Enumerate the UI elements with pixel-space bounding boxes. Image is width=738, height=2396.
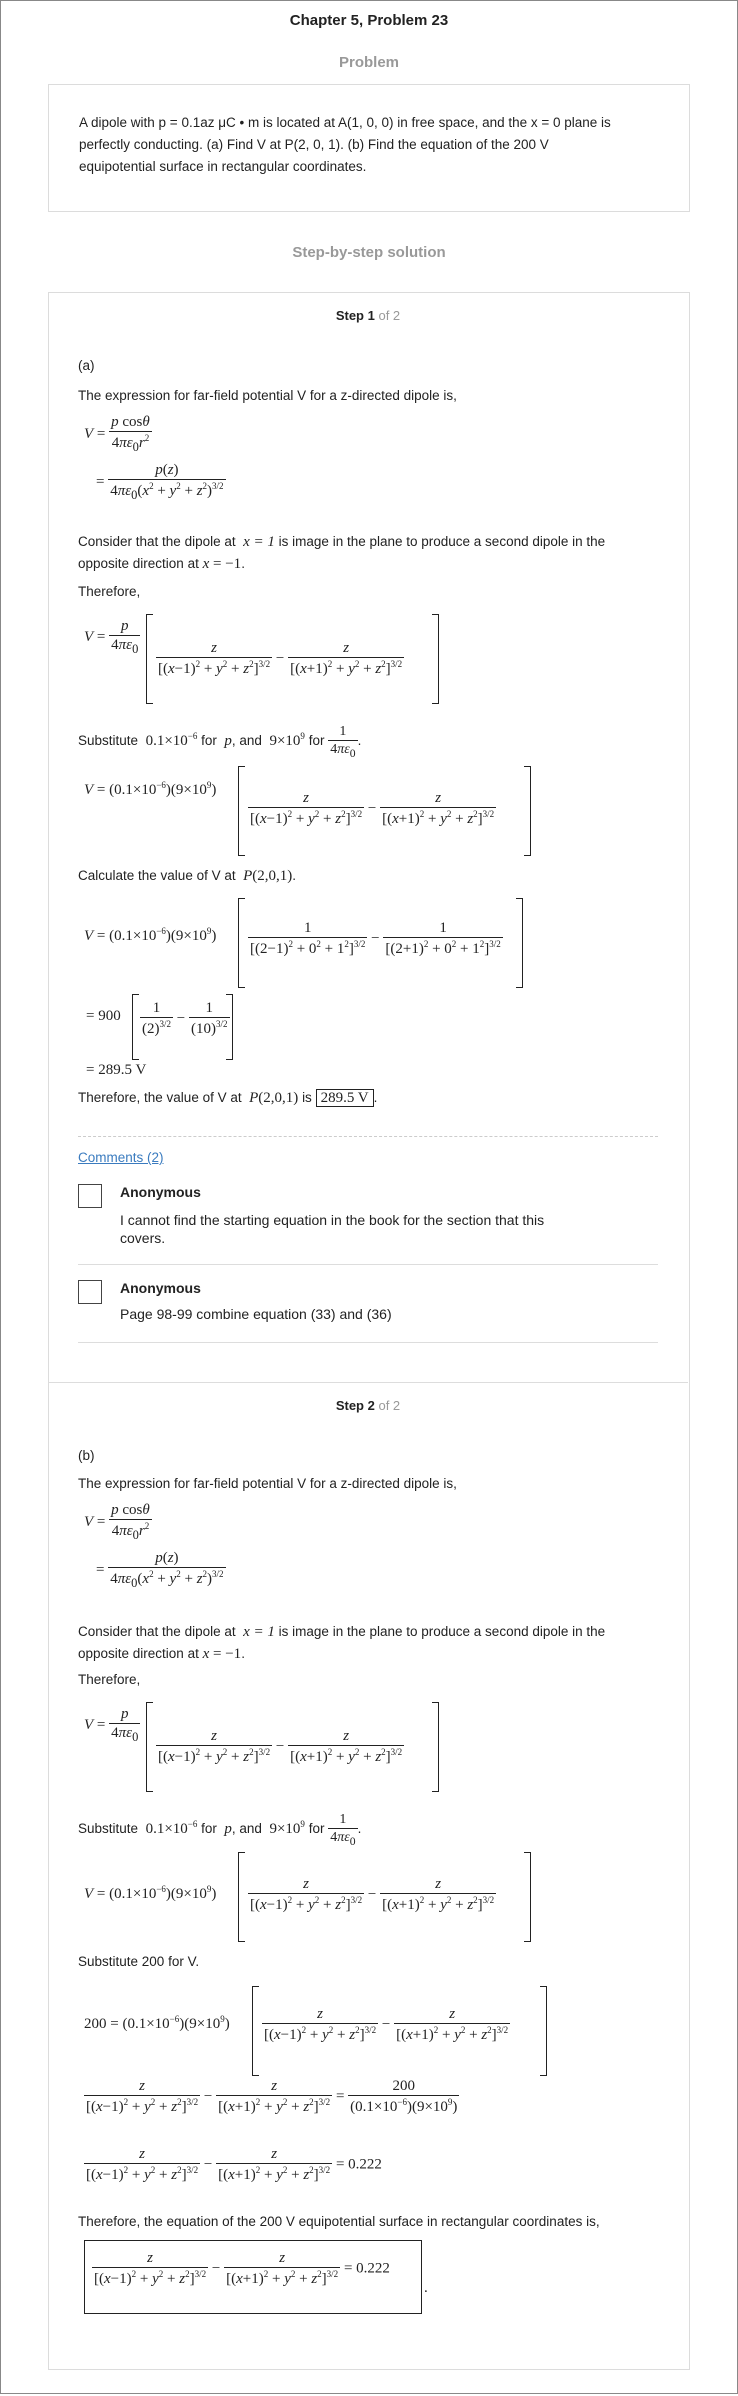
comment-text: Page 98-99 combine equation (33) and (36)	[120, 1306, 392, 1322]
bracket-left	[146, 1702, 153, 1792]
step-2-text-1: The expression for far-field potential V for a z-directed dipole is,	[78, 1476, 457, 1491]
t6a: Therefore, the value of V at	[78, 1090, 242, 1105]
step-2-text-2b: opposite direction at x = −1.	[78, 1646, 245, 1662]
period: .	[424, 2280, 428, 2296]
step-2-of: of 2	[378, 1398, 401, 1413]
step-2-label: Step 2	[335, 1398, 375, 1413]
eq-0222: $\frac{z}{[(x-1)^2 + y^2 + z^2]^{3/2}}$ − $\frac{z}{[(x+1)^2 + y^2 + z^2]^{3/2}}$ = 0.222	[86, 2146, 382, 2183]
step-1-label: Step 1	[335, 308, 375, 323]
bracket-left	[132, 994, 139, 1060]
eq-image-terms: $\frac{z}{[(x-1)^2 + y^2 + z^2]^{3/2}}$ − $\frac{z}{[(x+1)^2 + y^2 + z^2]^{3/2}}$	[158, 1728, 403, 1765]
eq-substituted-terms: $\frac{z}{[(x-1)^2 + y^2 + z^2]^{3/2}}$ − $\frac{z}{[(x+1)^2 + y^2 + z^2]^{3/2}}$	[250, 790, 495, 827]
eq-result-900	[86, 1008, 121, 1025]
eq-substituted: $V = (0.1\times 10^{-6})(9\times 10^9)$	[84, 1884, 217, 1902]
t4b: for	[201, 733, 217, 749]
step-divider	[48, 1382, 688, 1383]
answer-box: 289.5 V	[316, 1089, 374, 1107]
step-2-text-6: Therefore, the equation of the 200 V equipotential surface in rectangular coordinates is,	[78, 2214, 600, 2229]
divider	[78, 1264, 658, 1265]
t2a: Consider that the dipole at	[78, 534, 236, 549]
divider	[78, 1136, 658, 1137]
comments-link[interactable]: Comments (2)	[78, 1150, 164, 1165]
val-200: 200	[84, 2016, 107, 2032]
step-2-text-3: Therefore,	[78, 1672, 141, 1687]
bracket-left	[252, 1986, 259, 2076]
eq-image-potential: V = $\frac{p}{4\pi\varepsilon_0}$	[84, 618, 139, 656]
t5a: Calculate the value of V at	[78, 868, 236, 883]
bracket-left	[238, 1852, 245, 1942]
eq-dipole-potential-xyz: = $\frac{p(z)}{4\pi\varepsilon_0(x^2 + y^2 + z^2)^{3/2}}$	[96, 462, 224, 502]
val-0222: = 0.222	[343, 2260, 390, 2277]
step-1-text-4: Substitute $0.1\times 10^{-6}$ for p, and $9\times 10^9$ for $\frac{1}{4\pi\varepsilon_0}$ .	[78, 724, 362, 760]
eq-result-final: = 289.5 V	[86, 1062, 147, 1078]
eq-at-point-terms: $\frac{1}{[(2-1)^2 + 0^2 + 1^2]^{3/2}}$ − $\frac{1}{[(2+1)^2 + 0^2 + 1^2]^{3/2}}$	[250, 920, 501, 957]
t4d: for	[308, 1821, 325, 1837]
eq-ratio: $\frac{z}{[(x-1)^2 + y^2 + z^2]^{3/2}}$ − $\frac{z}{[(x+1)^2 + y^2 + z^2]^{3/2}}$ = $\frac{200}{(0.1\times 10^{-6})(9\times 10^9)}$	[86, 2078, 458, 2115]
comment-author: Anonymous	[120, 1280, 201, 1296]
bracket-right	[516, 898, 523, 988]
problem-box	[48, 84, 690, 212]
eq-at-point: $V = (0.1\times 10^{-6})(9\times 10^9)$	[84, 926, 217, 944]
step-2-heading	[48, 1398, 688, 1413]
step-1-text-2b: opposite direction at x = −1.	[78, 556, 245, 572]
step-2-part: (b)	[78, 1448, 95, 1463]
t4d: for	[308, 733, 325, 749]
bracket-right	[432, 614, 439, 704]
solution-heading: Step-by-step solution	[292, 244, 446, 261]
t2a: Consider that the dipole at	[78, 1624, 236, 1639]
bracket-right	[432, 1702, 439, 1792]
eq-dipole-potential: V = $\frac{\text{p cosθ}}{4\pi\varepsilon_0r^2}$	[84, 414, 150, 454]
step-2-text-5: Substitute 200 for V.	[78, 1954, 200, 1969]
bracket-left	[146, 614, 153, 704]
divider	[78, 1342, 658, 1343]
comment-vote-checkbox[interactable]	[78, 1184, 102, 1208]
bracket-right	[524, 766, 531, 856]
t4c: , and	[231, 1821, 262, 1837]
comment-text: covers.	[120, 1230, 166, 1246]
step-1-text-1: The expression for far-field potential V for a z-directed dipole is,	[78, 388, 457, 403]
step-1-of: of 2	[378, 308, 401, 323]
t2c: opposite direction at	[78, 1646, 199, 1661]
bracket-right	[524, 1852, 531, 1942]
step-1-text-5: Calculate the value of V at P(2,0,1).	[78, 868, 297, 884]
t4a: Substitute	[78, 1821, 139, 1837]
comment-vote-checkbox[interactable]	[78, 1280, 102, 1304]
bracket-left	[238, 898, 245, 988]
step-1-part: (a)	[78, 358, 95, 373]
t2c: opposite direction at	[78, 556, 199, 571]
eq-final: $\frac{z}{[(x-1)^2 + y^2 + z^2]^{3/2}}$ − $\frac{z}{[(x+1)^2 + y^2 + z^2]^{3/2}}$ = 0.222	[94, 2250, 390, 2287]
page-title: Chapter 5, Problem 23	[289, 12, 449, 29]
eq-substituted-terms: $\frac{z}{[(x-1)^2 + y^2 + z^2]^{3/2}}$ − $\frac{z}{[(x+1)^2 + y^2 + z^2]^{3/2}}$	[250, 1876, 495, 1913]
problem-heading: Problem	[338, 54, 399, 71]
step-2-text-2: Consider that the dipole at x = 1 is image in the plane to produce a second dipole in the	[78, 1624, 606, 1640]
eq-substituted: $V = (0.1\times 10^{-6})(9\times 10^9)$	[84, 780, 217, 798]
step-1-text-3: Therefore,	[78, 584, 141, 599]
eq-image-potential: V = $\frac{p}{4\pi\varepsilon_0}$	[84, 1706, 139, 1744]
eq-result-terms: $\frac{1}{(2)^{3/2}}$ − $\frac{1}{(10)^{3/2}}$	[142, 1000, 228, 1037]
step-1-text-6: Therefore, the value of V at P(2,0,1) is 289.5 V .	[78, 1090, 378, 1106]
solution-box	[48, 292, 690, 2370]
eq-dipole-potential: V = $\frac{\text{p cosθ}}{4\pi\varepsilon_0r^2}$	[84, 1502, 150, 1542]
problem-line-2: perfectly conducting. (a) Find V at P(2, 0, 1). (b) Find the equation of the 200 V	[79, 137, 549, 152]
bracket-right	[540, 1986, 547, 2076]
comment-author: Anonymous	[120, 1184, 201, 1200]
t4a: Substitute	[78, 733, 139, 749]
t4c: , and	[231, 733, 262, 749]
bracket-left	[238, 766, 245, 856]
problem-line-1: A dipole with p = 0.1az μC • m is located at A(1, 0, 0) in free space, and the x = 0 plane is	[79, 115, 611, 130]
eq-200-terms: $\frac{z}{[(x-1)^2 + y^2 + z^2]^{3/2}}$ − $\frac{z}{[(x+1)^2 + y^2 + z^2]^{3/2}}$	[264, 2006, 509, 2043]
comment-text: I cannot find the starting equation in the book for the section that this	[120, 1212, 545, 1228]
step-1-text-2: Consider that the dipole at x = 1 is image in the plane to produce a second dipole in the	[78, 534, 606, 550]
val-0222: = 0.222	[335, 2156, 382, 2173]
step-2-text-4: Substitute $0.1\times 10^{-6}$ for p, and $9\times 10^9$ for $\frac{1}{4\pi\varepsilon_0}$ .	[78, 1812, 362, 1848]
r1: = 900	[86, 1008, 121, 1024]
t2b: is image in the plane to produce a second dipole in the	[278, 534, 606, 549]
eq-dipole-potential-xyz: = $\frac{p(z)}{4\pi\varepsilon_0(x^2 + y^2 + z^2)^{3/2}}$	[96, 1550, 224, 1590]
t6b: is	[302, 1090, 312, 1105]
eq-image-terms: $\frac{z}{[(x-1)^2 + y^2 + z^2]^{3/2}}$ − $\frac{z}{[(x+1)^2 + y^2 + z^2]^{3/2}}$	[158, 640, 403, 677]
t4b: for	[201, 1821, 217, 1837]
bracket-right	[226, 994, 233, 1060]
t2b: is image in the plane to produce a second dipole in the	[278, 1624, 606, 1639]
eq-200: $200 = (0.1\times 10^{-6})(9\times 10^9)$	[84, 2014, 230, 2032]
step-1-heading	[48, 308, 688, 323]
problem-line-3: equipotential surface in rectangular coordinates.	[79, 159, 367, 174]
